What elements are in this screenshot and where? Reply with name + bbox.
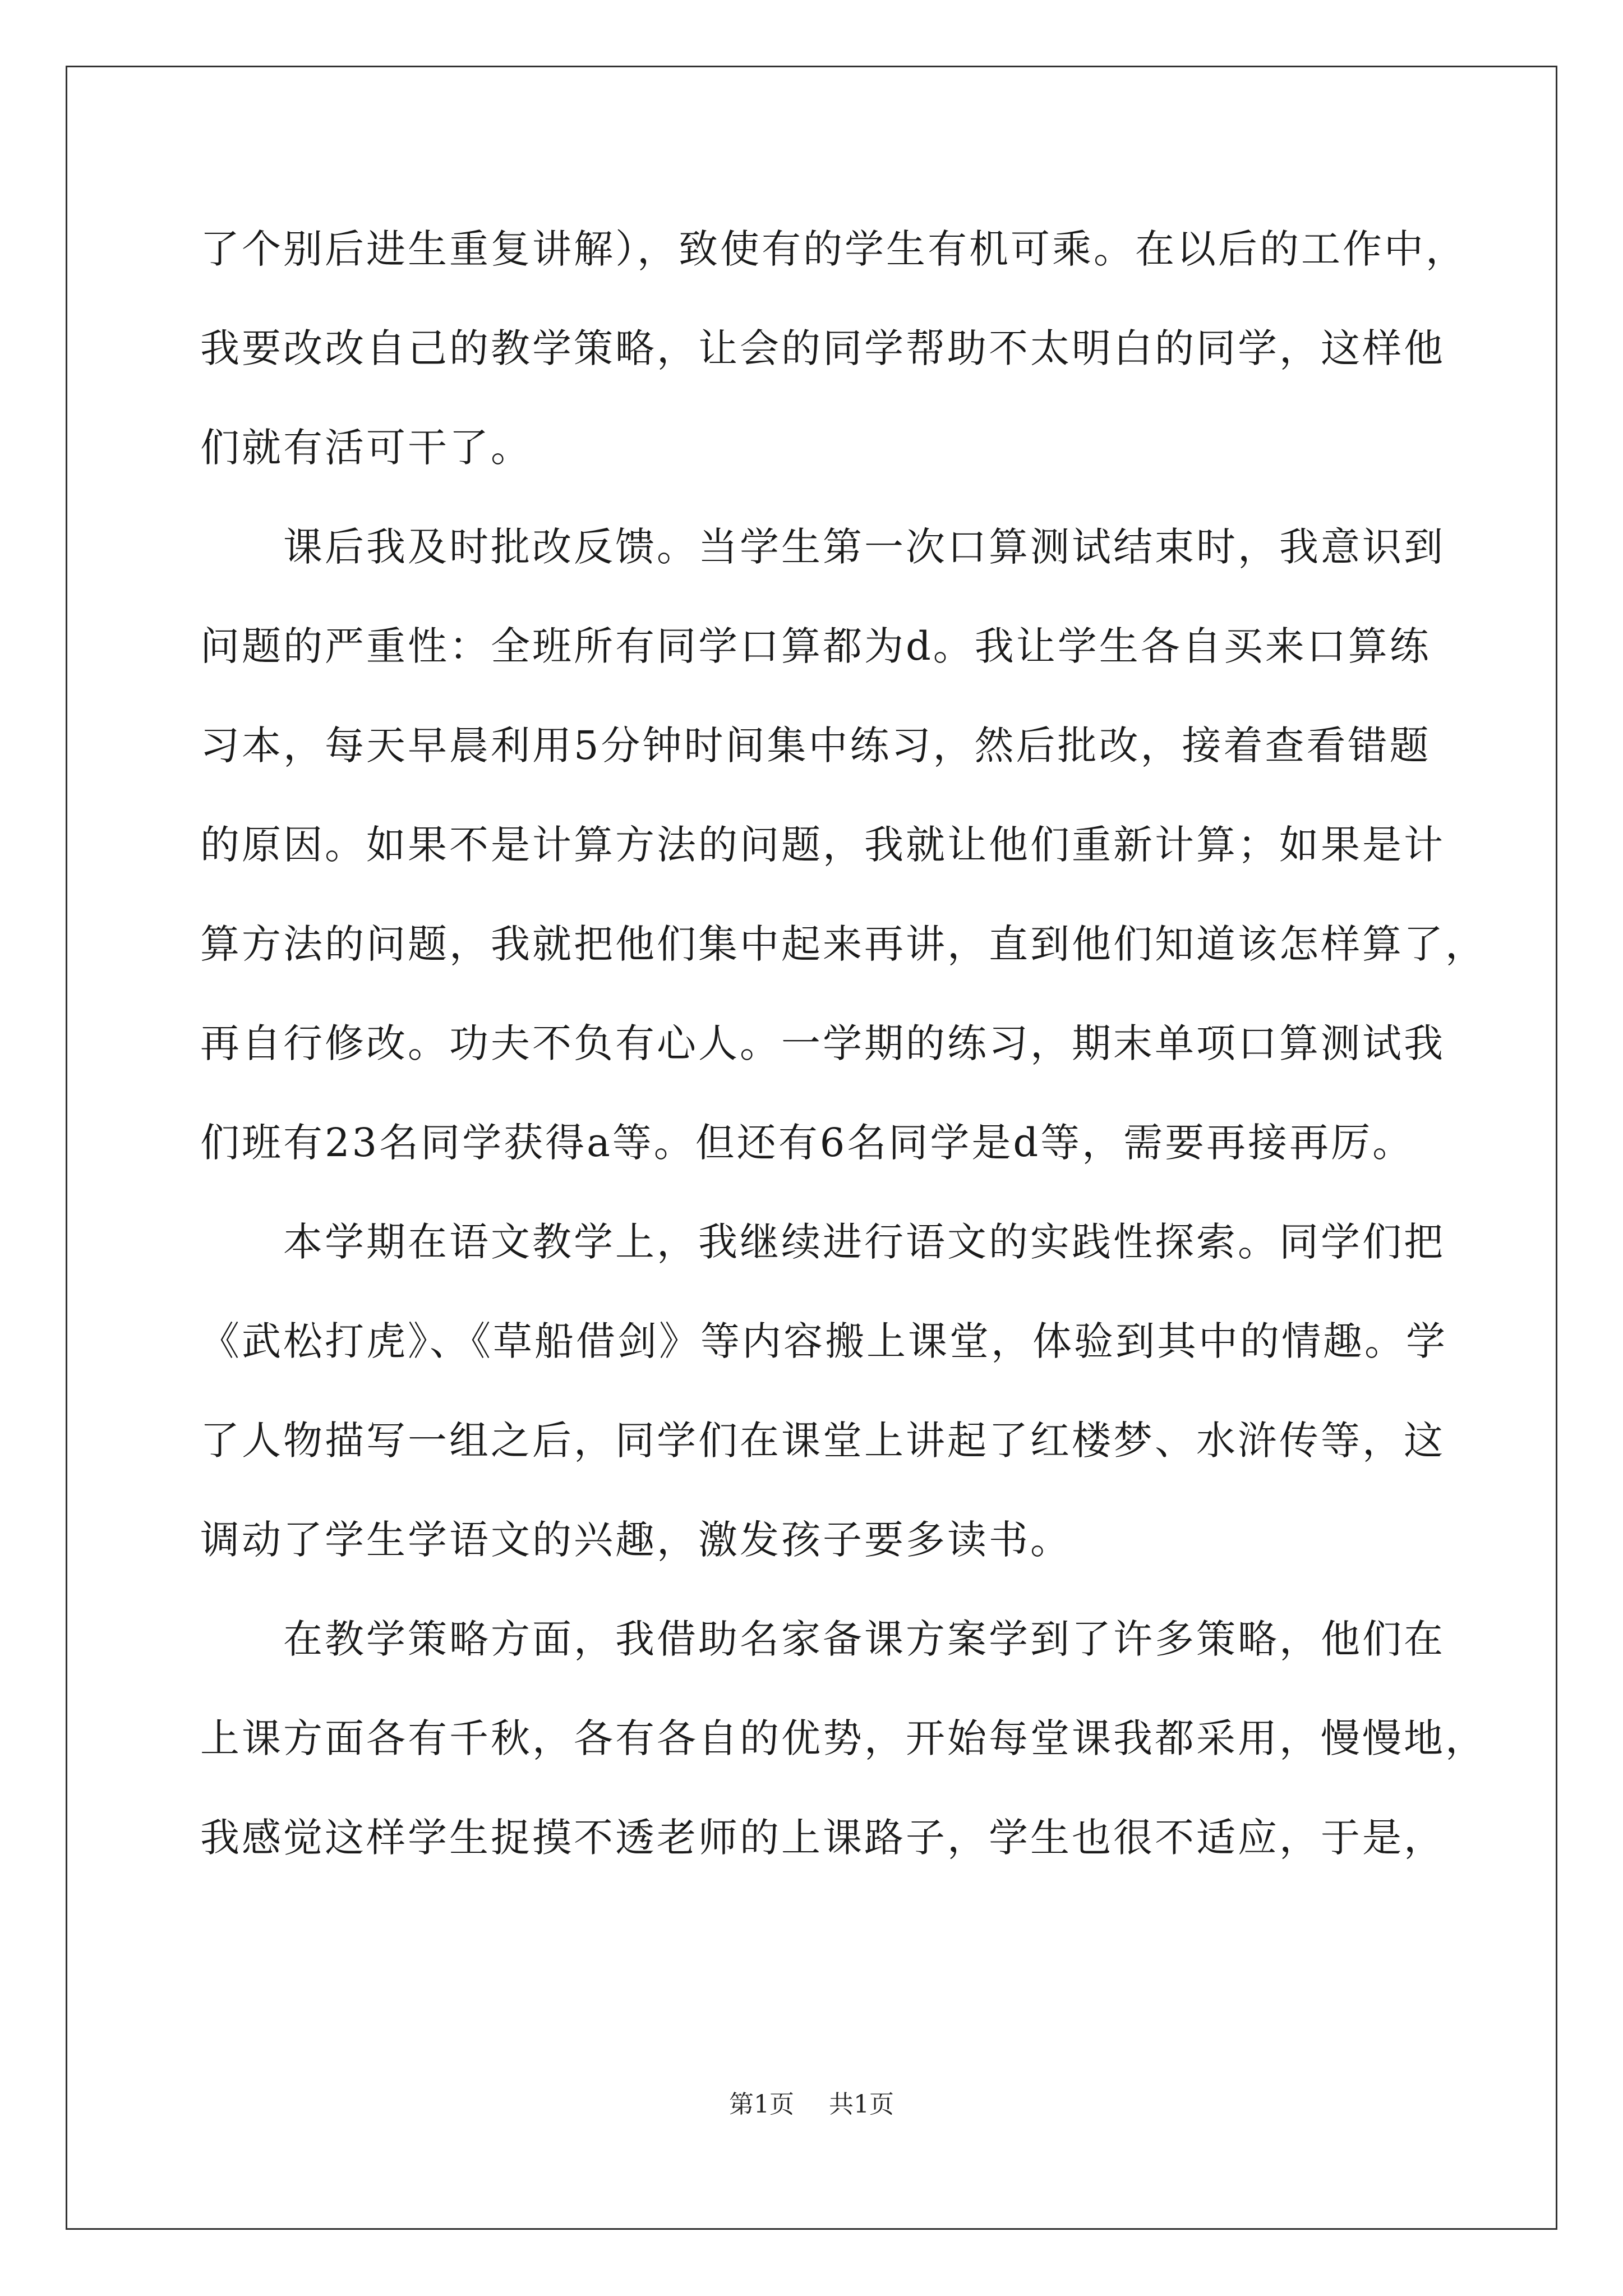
text-line: 《武松打虎》、《草船借剑》等内容搬上课堂，体验到其中的情趣。学: [200, 1318, 1447, 1364]
text-line: 了个别后进生重复讲解），致使有的学生有机可乘。在以后的工作中，: [200, 226, 1467, 272]
text-line: 在教学策略方面，我借助名家备课方案学到了许多策略，他们在: [283, 1616, 1445, 1662]
text-line: 了人物描写一组之后，同学们在课堂上讲起了红楼梦、水浒传等，这: [200, 1418, 1445, 1464]
text-line: 们就有活可干了。: [200, 425, 532, 471]
text-line: 本学期在语文教学上，我继续进行语文的实践性探索。同学们把: [283, 1219, 1445, 1265]
text-line: 问题的严重性：全班所有同学口算都为d。我让学生各自买来口算练: [200, 623, 1431, 669]
text-line: 再自行修改。功夫不负有心人。一学期的练习，期末单项口算测试我: [200, 1020, 1445, 1066]
page-total: 共1页: [829, 2090, 894, 2119]
document-body: [200, 200, 1487, 1888]
paragraph-4: [200, 1590, 1487, 1888]
paragraph-3: [200, 1193, 1447, 1590]
page-number: 第1页: [729, 2090, 794, 2119]
text-line: 我感觉这样学生捉摸不透老师的上课路子，学生也很不适应，于是，: [200, 1815, 1445, 1861]
page-footer: [0, 2088, 1623, 2122]
paragraph-2: [200, 498, 1487, 1193]
text-line: 课后我及时批改反馈。当学生第一次口算测试结束时，我意识到: [283, 524, 1445, 570]
paragraph-1: [200, 200, 1467, 498]
text-line: 算方法的问题，我就把他们集中起来再讲，直到他们知道该怎样算了，: [200, 921, 1487, 967]
text-line: 习本，每天早晨利用5分钟时间集中练习，然后批改，接着查看错题: [200, 723, 1431, 769]
text-line: 调动了学生学语文的兴趣，激发孩子要多读书。: [200, 1517, 1072, 1563]
text-line: 们班有23名同学获得a等。但还有6名同学是d等，需要再接再厉。: [200, 1120, 1414, 1166]
text-line: 上课方面各有千秋，各有各自的优势，开始每堂课我都采用，慢慢地，: [200, 1715, 1487, 1761]
text-line: 的原因。如果不是计算方法的问题，我就让他们重新计算；如果是计: [200, 822, 1445, 868]
text-line: 我要改改自己的教学策略，让会的同学帮助不太明白的同学，这样他: [200, 325, 1445, 371]
